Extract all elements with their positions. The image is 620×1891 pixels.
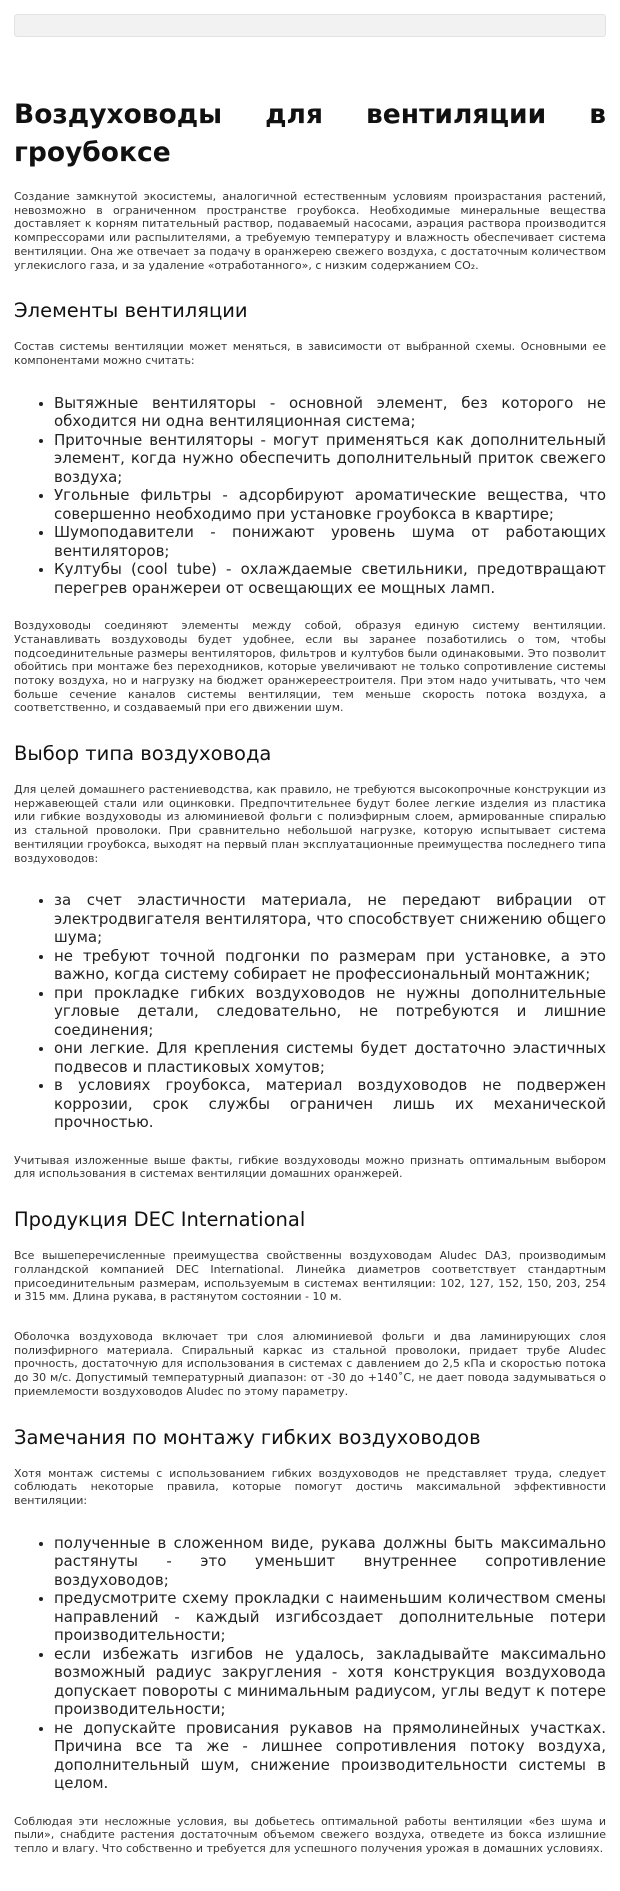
section-paragraph: Все вышеперечисленные преимущества свойственны воздуховодам Aludec DA3, производимым голландской компанией DEC International. Линейка диаметров соответствует стандартным присоединительным размерам, используемым в системах вентиляции: 102, 127, 152, 150, 203, 254 и 315 мм. Длина рукава, в растянутом состоянии - 10 м. [14, 1249, 606, 1304]
list-item: • Приточные вентиляторы - могут применяться как дополнительный элемент, когда нужно обеспечить дополнительный приток свежего воздуха; [54, 431, 606, 487]
section-lead: Состав системы вентиляции может меняться, в зависимости от выбранной схемы. Основными ее компонентами можно считать: [14, 340, 606, 367]
list-item: • не допускайте провисания рукавов на прямолинейных участках. Причина все та же - лишнее сопротивления потоку воздуха, дополнительный шум, снижение производительности системы в целом. [54, 1719, 606, 1793]
section-heading-dec-products: Продукция DEC International [14, 1208, 306, 1232]
section-paragraph: Оболочка воздуховода включает три слоя алюминиевой фольги и два ламинирующих слоя полиэфирного материала. Спиральный каркас из стальной проволоки, придает трубе Aludec прочность, достаточную для использования в системах с давлением до 2,5 кПа и скоростью потока до 30 м/с. Допустимый температурный диапазон: от -30 до +140˚С, не дает повода задумываться о приемлемости воздуховодов Aludec по этому параметру. [14, 1329, 606, 1398]
list-item: • при прокладке гибких воздуховодов не нужны дополнительные угловые детали, следовательно, не потребуются и лишние соединения; [54, 984, 606, 1040]
section-heading-ventilation-elements: Элементы вентиляции [14, 299, 248, 323]
ventilation-elements-list [14, 394, 606, 598]
list-item: • полученные в сложенном виде, рукава должны быть максимально растянуты - это уменьшит внутреннее сопротивление воздуховодов; [54, 1534, 606, 1590]
section-heading-installation-notes: Замечания по монтажу гибких воздуховодов [14, 1425, 481, 1449]
section-paragraph: Соблюдая эти несложные условия, вы добьетесь оптимальной работы вентиляции «без шума и пыли», снабдите растения достаточным объемом свежего воздуха, отведете из бокса излишние тепло и влагу. Что собственно и требуется для успешного получения урожая в домашних условиях. [14, 1814, 606, 1856]
list-item: • Угольные фильтры - адсорбируют ароматические вещества, что совершенно необходимо при установке гроубокса в квартире; [54, 486, 606, 523]
list-item: • они легкие. Для крепления системы будет достаточно эластичных подвесов и пластиковых хомутов; [54, 1039, 606, 1076]
list-item: • в условиях гроубокса, материал воздуховодов не подвержен коррозии, срок службы ограничен лишь их механической прочностью. [54, 1076, 606, 1132]
section-lead: Для целей домашнего растениеводства, как правило, не требуются высокопрочные конструкции из нержавеющей стали или оцинковки. Предпочтительнее будут более легкие изделия из пластика или гибкие воздуховоды из алюминиевой фольги с полиэфирным слоем, армированные спиралью из стальной проволоки. При сравнительно небольшой нагрузке, которую испытывает система вентиляции гроубокса, выходят на первый план эксплуатационные преимущества последнего типа воздуховодов: [14, 783, 606, 865]
list-item: • предусмотрите схему прокладки с наименьшим количеством смены направлений - каждый изгибсоздает дополнительные потери производительности; [54, 1589, 606, 1645]
section-paragraph: Воздуховоды соединяют элементы между собой, образуя единую систему вентиляции. Устанавливать воздуховоды будет удобнее, если вы заранее позаботились о том, чтобы подсоединительные размеры вентиляторов, фильтров и култубов были одинаковыми. Это позволит обойтись при монтаже без переходников, которые увеличивают не только сопротивление системы потоку воздуха, но и нагрузку на бюджет оранжереестроителя. При этом надо учитывать, что чем больше сечение каналов системы вентиляции, тем меньше скорость потока воздуха, а соответственно, и создаваемый при его движении шум. [14, 619, 606, 715]
section-paragraph: Учитывая изложенные выше факты, гибкие воздуховоды можно признать оптимальным выбором для использования в системах вентиляции домашних оранжерей. [14, 1153, 606, 1181]
intro-paragraph: Создание замкнутой экосистемы, аналогичной естественным условиям произрастания растений, невозможно в ограниченном пространстве гроубокса. Необходимые минеральные вещества доставляет к корням питательный раствор, подаваемый насосами, аэрация раствора производится компрессорами или распылителями, а требуемую температуру и влажность обеспечивает система вентиляции. Она же отвечает за подачу в оранжерею свежего воздуха, с достаточным количеством углекислого газа, и за удаление «отработанного», с низким содержанием CO₂. [14, 190, 606, 272]
section-lead: Хотя монтаж системы с использованием гибких воздуховодов не представляет труда, следует соблюдать некоторые правила, которые помогут достичь максимальной эффективности вентиляции: [14, 1466, 606, 1507]
list-item: • не требуют точной подгонки по размерам при установке, а это важно, когда систему собирает не профессиональный монтажник; [54, 947, 606, 984]
installation-notes-list [14, 1534, 606, 1793]
list-item: • Шумоподавители - понижают уровень шума от работающих вентиляторов; [54, 523, 606, 560]
list-item: • если избежать изгибов не удалось, закладывайте максимально возможный радиус закругления - хотя конструкция воздуховода допускает повороты с минимальным радиусом, углы ведут к потере производительности; [54, 1645, 606, 1719]
article-title: Воздуховоды для вентиляции в гроубоксе [14, 99, 606, 168]
top-bar [14, 14, 606, 37]
article [14, 96, 606, 1882]
list-item: • Култубы (cool tube) - охлаждаемые светильники, предотвращают перегрев оранжереи от освещающих ее мощных ламп. [54, 560, 606, 597]
duct-advantages-list [14, 891, 606, 1132]
list-item: • за счет эластичности материала, не передают вибрации от электродвигателя вентилятора, что способствует снижению общего шума; [54, 891, 606, 947]
section-heading-duct-type: Выбор типа воздуховода [14, 742, 272, 766]
list-item: • Вытяжные вентиляторы - основной элемент, без которого не обходится ни одна вентиляционная система; [54, 394, 606, 431]
